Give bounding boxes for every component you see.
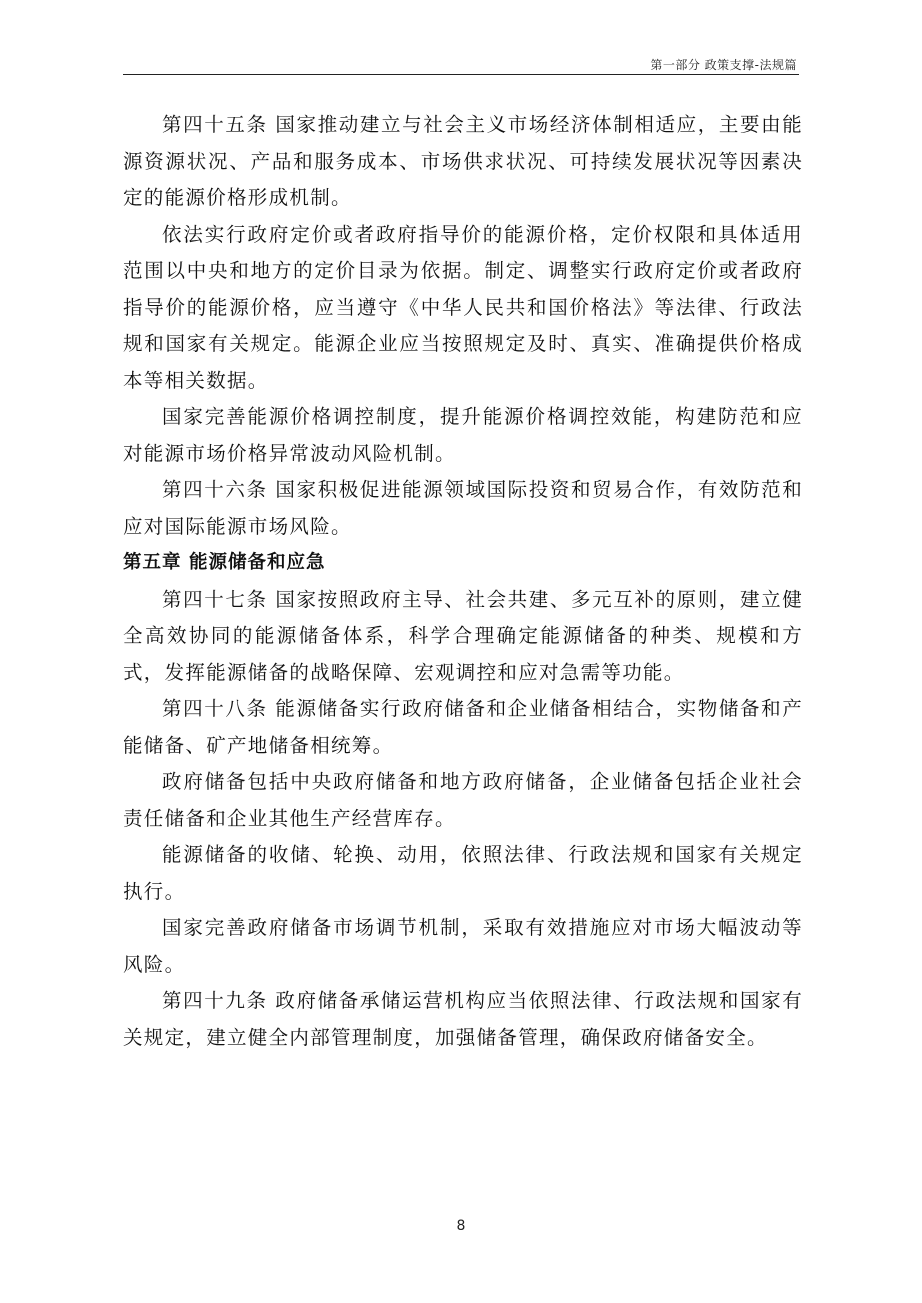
document-body bbox=[123, 107, 803, 1056]
government-reserve-paragraph: 政府储备包括中央政府储备和地方政府储备，企业储备包括企业社会责任储备和企业其他生产经营库存。 bbox=[123, 770, 803, 830]
article-45-paragraph: 第四十五条 国家推动建立与社会主义市场经济体制相适应，主要由能源资源状况、产品和服务成本、市场供求状况、可持续发展状况等因素决定的能源价格形成机制。 bbox=[123, 113, 803, 209]
article-46-paragraph: 第四十六条 国家积极促进能源领域国际投资和贸易合作，有效防范和应对国际能源市场风险。 bbox=[123, 478, 803, 538]
pricing-authority-paragraph: 依法实行政府定价或者政府指导价的能源价格，定价权限和具体适用范围以中央和地方的定价目录为依据。制定、调整实行政府定价或者政府指导价的能源价格，应当遵守《中华人民共和国价格法》等法律、行政法规和国家有关规定。能源企业应当按照规定及时、真实、准确提供价格成本等相关数据。 bbox=[123, 222, 803, 392]
page-number: 8 bbox=[456, 1218, 466, 1234]
article-47-paragraph: 第四十七条 国家按照政府主导、社会共建、多元互补的原则，建立健全高效协同的能源储备体系，科学合理确定能源储备的种类、规模和方式，发挥能源储备的战略保障、宏观调控和应对急需等功能。 bbox=[123, 587, 803, 684]
chapter-5-heading: 第五章 能源储备和应急 bbox=[123, 552, 326, 573]
article-49-paragraph: 第四十九条 政府储备承储运营机构应当依照法律、行政法规和国家有关规定，建立健全内部管理制度，加强储备管理，确保政府储备安全。 bbox=[123, 989, 803, 1049]
page-header bbox=[123, 54, 799, 75]
price-regulation-paragraph: 国家完善能源价格调控制度，提升能源价格调控效能，构建防范和应对能源市场价格异常波动风险机制。 bbox=[123, 405, 803, 465]
market-adjustment-paragraph: 国家完善政府储备市场调节机制，采取有效措施应对市场大幅波动等风险。 bbox=[123, 916, 803, 976]
article-48-paragraph: 第四十八条 能源储备实行政府储备和企业储备相结合，实物储备和产能储备、矿产地储备相统筹。 bbox=[123, 697, 803, 757]
header-title: 第一部分 政策支撑-法规篇 bbox=[650, 58, 797, 72]
reserve-operation-paragraph: 能源储备的收储、轮换、动用，依照法律、行政法规和国家有关规定执行。 bbox=[123, 843, 803, 903]
